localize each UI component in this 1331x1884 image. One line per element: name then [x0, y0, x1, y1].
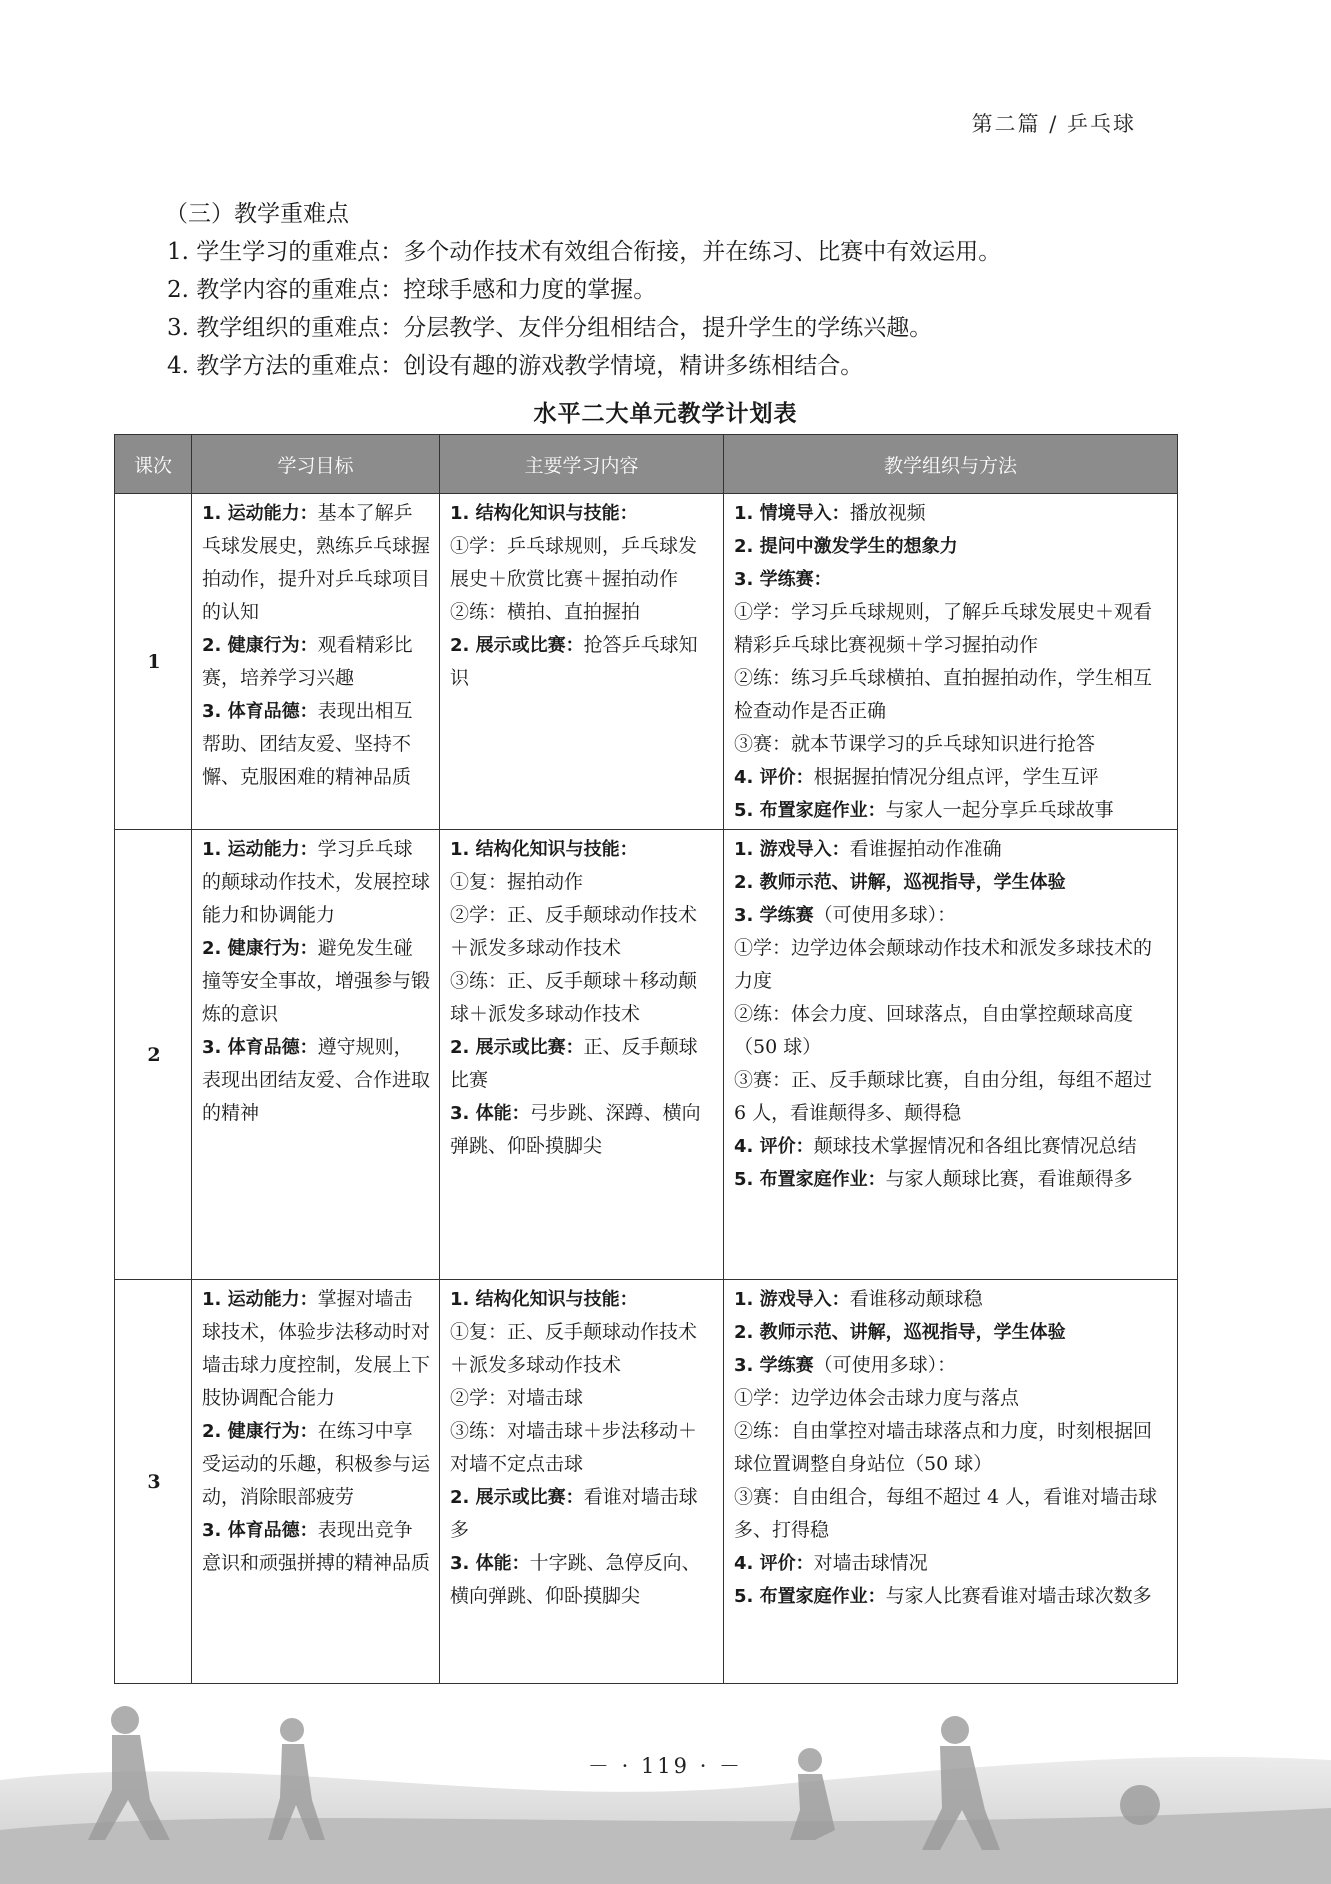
line-text: ①学：边学边体会颠球动作技术和派发多球技术的力度: [734, 937, 1153, 992]
methods-cell-line: [734, 833, 1169, 866]
header-lesson: 课次: [115, 435, 192, 494]
line-text: ①复：正、反手颠球动作技术＋派发多球动作技术: [450, 1321, 698, 1376]
content-cell-line: [450, 1382, 715, 1415]
line-text: 遵守规则，表现出团结友爱、合作进取的精神: [202, 1036, 431, 1124]
line-text: ③赛：自由组合，每组不超过 4 人，看谁对墙击球多、打得稳: [734, 1486, 1158, 1541]
line-keyword: 3. 学练赛: [734, 1355, 814, 1376]
difficulty-point: 3. 教学组织的重难点：分层教学、友伴分组相结合，提升学生的学练兴趣。: [167, 315, 933, 341]
lesson-row: [115, 494, 1178, 830]
goals-cell-line: [202, 497, 431, 629]
section-heading: （三）教学重难点: [165, 201, 349, 227]
lesson-number: 1: [115, 494, 192, 830]
methods-cell-line: [734, 563, 1169, 596]
line-keyword: 3. 体能：: [450, 1553, 530, 1574]
line-text: 正、反手颠球比赛: [450, 1036, 698, 1091]
content-cell-line: [450, 1283, 715, 1316]
content-cell-line: [450, 1481, 715, 1547]
line-text: （可使用多球）：: [813, 904, 957, 926]
methods-cell-line: [734, 899, 1169, 932]
line-keyword: 1. 情境导入：: [734, 503, 850, 524]
line-keyword: 2. 教师示范、讲解，巡视指导，学生体验: [734, 872, 1066, 893]
methods-cell-line: [734, 794, 1169, 827]
line-text: ②练：自由掌控对墙击球落点和力度，时刻根据回球位置调整自身站位（50 球）: [734, 1420, 1153, 1475]
line-text: ①学：学习乒乓球规则，了解乒乓球发展史＋观看精彩乒乓球比赛视频＋学习握拍动作: [734, 601, 1153, 656]
line-keyword: 2. 展示或比赛：: [450, 1487, 584, 1508]
methods-cell-line: [734, 1382, 1169, 1415]
line-keyword: 4. 评价：: [734, 1136, 814, 1157]
methods-cell-line: [734, 662, 1169, 728]
line-text: ①学：乒乓球规则，乒乓球发展史＋欣赏比赛＋握拍动作: [450, 535, 698, 590]
line-text: 颠球技术掌握情况和各组比赛情况总结: [813, 1135, 1137, 1157]
line-text: 根据握拍情况分组点评，学生互评: [813, 766, 1099, 788]
goals-cell-line: [202, 1415, 431, 1514]
line-keyword: 1. 结构化知识与技能：: [450, 503, 638, 524]
content-cell: [440, 494, 724, 830]
lesson-number: 2: [115, 830, 192, 1280]
player-silhouette-head: [280, 1718, 304, 1742]
line-text: 看谁移动颠球稳: [849, 1288, 983, 1310]
methods-cell-line: [734, 998, 1169, 1064]
goals-cell: [192, 1280, 440, 1684]
methods-cell-line: [734, 1316, 1169, 1349]
table-header-row: [115, 435, 1178, 494]
methods-cell-line: [734, 1481, 1169, 1547]
line-text: ②练：练习乒乓球横拍、直拍握拍动作，学生相互检查动作是否正确: [734, 667, 1153, 722]
content-cell-line: [450, 833, 715, 866]
content-cell-line: [450, 530, 715, 596]
line-text: ②学：正、反手颠球动作技术＋派发多球动作技术: [450, 904, 698, 959]
header-content: 主要学习内容: [440, 435, 724, 494]
line-keyword: 3. 体育品德：: [202, 701, 318, 722]
content-cell-line: [450, 1097, 715, 1163]
line-text: 对墙击球情况: [813, 1552, 928, 1574]
line-keyword: 1. 结构化知识与技能：: [450, 1289, 638, 1310]
line-keyword: 3. 体能：: [450, 1103, 530, 1124]
methods-cell-line: [734, 530, 1169, 563]
goals-cell-line: [202, 932, 431, 1031]
methods-cell-line: [734, 932, 1169, 998]
line-keyword: 1. 游戏导入：: [734, 839, 850, 860]
methods-cell-line: [734, 1580, 1169, 1613]
line-text: 弓步跳、深蹲、横向弹跳、仰卧摸脚尖: [450, 1102, 701, 1157]
lesson-row: [115, 1280, 1178, 1684]
goals-cell: [192, 494, 440, 830]
goals-cell-line: [202, 1031, 431, 1130]
content-cell-line: [450, 596, 715, 629]
line-keyword: 1. 运动能力：: [202, 503, 318, 524]
content-cell-line: [450, 497, 715, 530]
line-keyword: 5. 布置家庭作业：: [734, 800, 886, 821]
unit-plan-table: [114, 434, 1178, 1684]
content-cell: [440, 830, 724, 1280]
line-text: ③练：正、反手颠球＋移动颠球＋派发多球动作技术: [450, 970, 698, 1025]
methods-cell-line: [734, 866, 1169, 899]
methods-cell-line: [734, 596, 1169, 662]
line-keyword: 1. 运动能力：: [202, 1289, 318, 1310]
line-keyword: 2. 教师示范、讲解，巡视指导，学生体验: [734, 1322, 1066, 1343]
line-keyword: 5. 布置家庭作业：: [734, 1586, 886, 1607]
content-cell-line: [450, 1031, 715, 1097]
line-text: 看谁对墙击球多: [450, 1486, 698, 1541]
line-keyword: 3. 体育品德：: [202, 1520, 318, 1541]
page-number: － · 119 · －: [587, 1754, 744, 1778]
methods-cell: [724, 1280, 1178, 1684]
methods-cell-line: [734, 1163, 1169, 1196]
line-text: 与家人一起分享乒乓球故事: [885, 799, 1114, 821]
line-text: 抢答乒乓球知识: [450, 634, 698, 689]
line-text: 表现出竞争意识和顽强拼搏的精神品质: [202, 1519, 431, 1574]
content-cell-line: [450, 899, 715, 965]
goals-cell-line: [202, 1283, 431, 1415]
methods-cell-line: [734, 497, 1169, 530]
difficulty-point: 4. 教学方法的重难点：创设有趣的游戏教学情境，精讲多练相结合。: [167, 353, 864, 379]
line-keyword: 3. 学练赛：: [734, 569, 832, 590]
line-keyword: 4. 评价：: [734, 1553, 814, 1574]
content-cell-line: [450, 1547, 715, 1613]
line-keyword: 4. 评价：: [734, 767, 814, 788]
methods-cell-line: [734, 761, 1169, 794]
line-text: 与家人颠球比赛，看谁颠得多: [885, 1168, 1133, 1190]
header-goals: 学习目标: [192, 435, 440, 494]
goals-cell-line: [202, 629, 431, 695]
line-text: 观看精彩比赛，培养学习兴趣: [202, 634, 413, 689]
line-text: ③练：对墙击球＋步法移动＋对墙不定点击球: [450, 1420, 698, 1475]
goals-cell-line: [202, 1514, 431, 1580]
lesson-row: [115, 830, 1178, 1280]
line-text: ②练：体会力度、回球落点，自由掌控颠球高度（50 球）: [734, 1003, 1134, 1058]
content-cell-line: [450, 965, 715, 1031]
ball-silhouette: [1120, 1785, 1160, 1825]
line-keyword: 3. 体育品德：: [202, 1037, 318, 1058]
content-cell-line: [450, 866, 715, 899]
line-text: ①学：边学边体会击球力度与落点: [734, 1387, 1020, 1409]
methods-cell-line: [734, 728, 1169, 761]
line-keyword: 1. 运动能力：: [202, 839, 318, 860]
methods-cell-line: [734, 1415, 1169, 1481]
line-text: ②练：横拍、直拍握拍: [450, 601, 641, 623]
line-text: （可使用多球）：: [813, 1354, 957, 1376]
line-text: ①复：握拍动作: [450, 871, 584, 893]
player-silhouette-head: [111, 1706, 139, 1734]
methods-cell: [724, 494, 1178, 830]
line-text: 避免发生碰撞等安全事故，增强参与锻炼的意识: [202, 937, 431, 1025]
line-keyword: 2. 提问中激发学生的想象力: [734, 536, 958, 557]
methods-cell-line: [734, 1349, 1169, 1382]
line-text: 与家人比赛看谁对墙击球次数多: [885, 1585, 1152, 1607]
methods-cell: [724, 830, 1178, 1280]
line-text: 掌握对墙击球技术，体验步法移动时对墙击球力度控制，发展上下肢协调配合能力: [202, 1288, 431, 1409]
line-keyword: 5. 布置家庭作业：: [734, 1169, 886, 1190]
methods-cell-line: [734, 1064, 1169, 1130]
line-keyword: 2. 展示或比赛：: [450, 635, 584, 656]
goals-cell-line: [202, 695, 431, 794]
line-keyword: 2. 健康行为：: [202, 635, 318, 656]
lesson-number: 3: [115, 1280, 192, 1684]
difficulty-section: [165, 195, 1165, 385]
content-cell-line: [450, 629, 715, 695]
line-text: 播放视频: [849, 502, 926, 524]
content-cell-line: [450, 1316, 715, 1382]
difficulty-point: 2. 教学内容的重难点：控球手感和力度的掌握。: [167, 277, 657, 303]
line-text: 看谁握拍动作准确: [849, 838, 1002, 860]
line-text: 在练习中享受运动的乐趣，积极参与运动，消除眼部疲劳: [202, 1420, 431, 1508]
line-keyword: 2. 健康行为：: [202, 938, 318, 959]
content-cell: [440, 1280, 724, 1684]
line-text: 表现出相互帮助、团结友爱、坚持不懈、克服困难的精神品质: [202, 700, 413, 788]
footer-decoration: [0, 1690, 1331, 1884]
line-keyword: 1. 结构化知识与技能：: [450, 839, 638, 860]
line-text: 十字跳、急停反向、横向弹跳、仰卧摸脚尖: [450, 1552, 701, 1607]
table-title: 水平二大单元教学计划表: [533, 401, 798, 427]
methods-cell-line: [734, 1547, 1169, 1580]
goals-cell: [192, 830, 440, 1280]
goals-cell-line: [202, 833, 431, 932]
line-keyword: 2. 健康行为：: [202, 1421, 318, 1442]
player-silhouette-head: [941, 1716, 969, 1744]
line-text: 基本了解乒乓球发展史，熟练乒乓球握拍动作，提升对乒乓球项目的认知: [202, 502, 431, 623]
content-cell-line: [450, 1415, 715, 1481]
line-text: ③赛：正、反手颠球比赛，自由分组，每组不超过 6 人，看谁颠得多、颠得稳: [734, 1069, 1153, 1124]
methods-cell-line: [734, 1283, 1169, 1316]
header-methods: 教学组织与方法: [724, 435, 1178, 494]
methods-cell-line: [734, 1130, 1169, 1163]
line-keyword: 1. 游戏导入：: [734, 1289, 850, 1310]
line-text: ③赛：就本节课学习的乒乓球知识进行抢答: [734, 733, 1096, 755]
line-text: 学习乒乓球的颠球动作技术，发展控球能力和协调能力: [202, 838, 431, 926]
line-text: ②学：对墙击球: [450, 1387, 584, 1409]
difficulty-point: 1. 学生学习的重难点：多个动作技术有效组合衔接，并在练习、比赛中有效运用。: [167, 239, 1002, 265]
line-keyword: 2. 展示或比赛：: [450, 1037, 584, 1058]
line-keyword: 3. 学练赛: [734, 905, 814, 926]
running-header: 第二篇 / 乒乓球: [971, 112, 1136, 136]
